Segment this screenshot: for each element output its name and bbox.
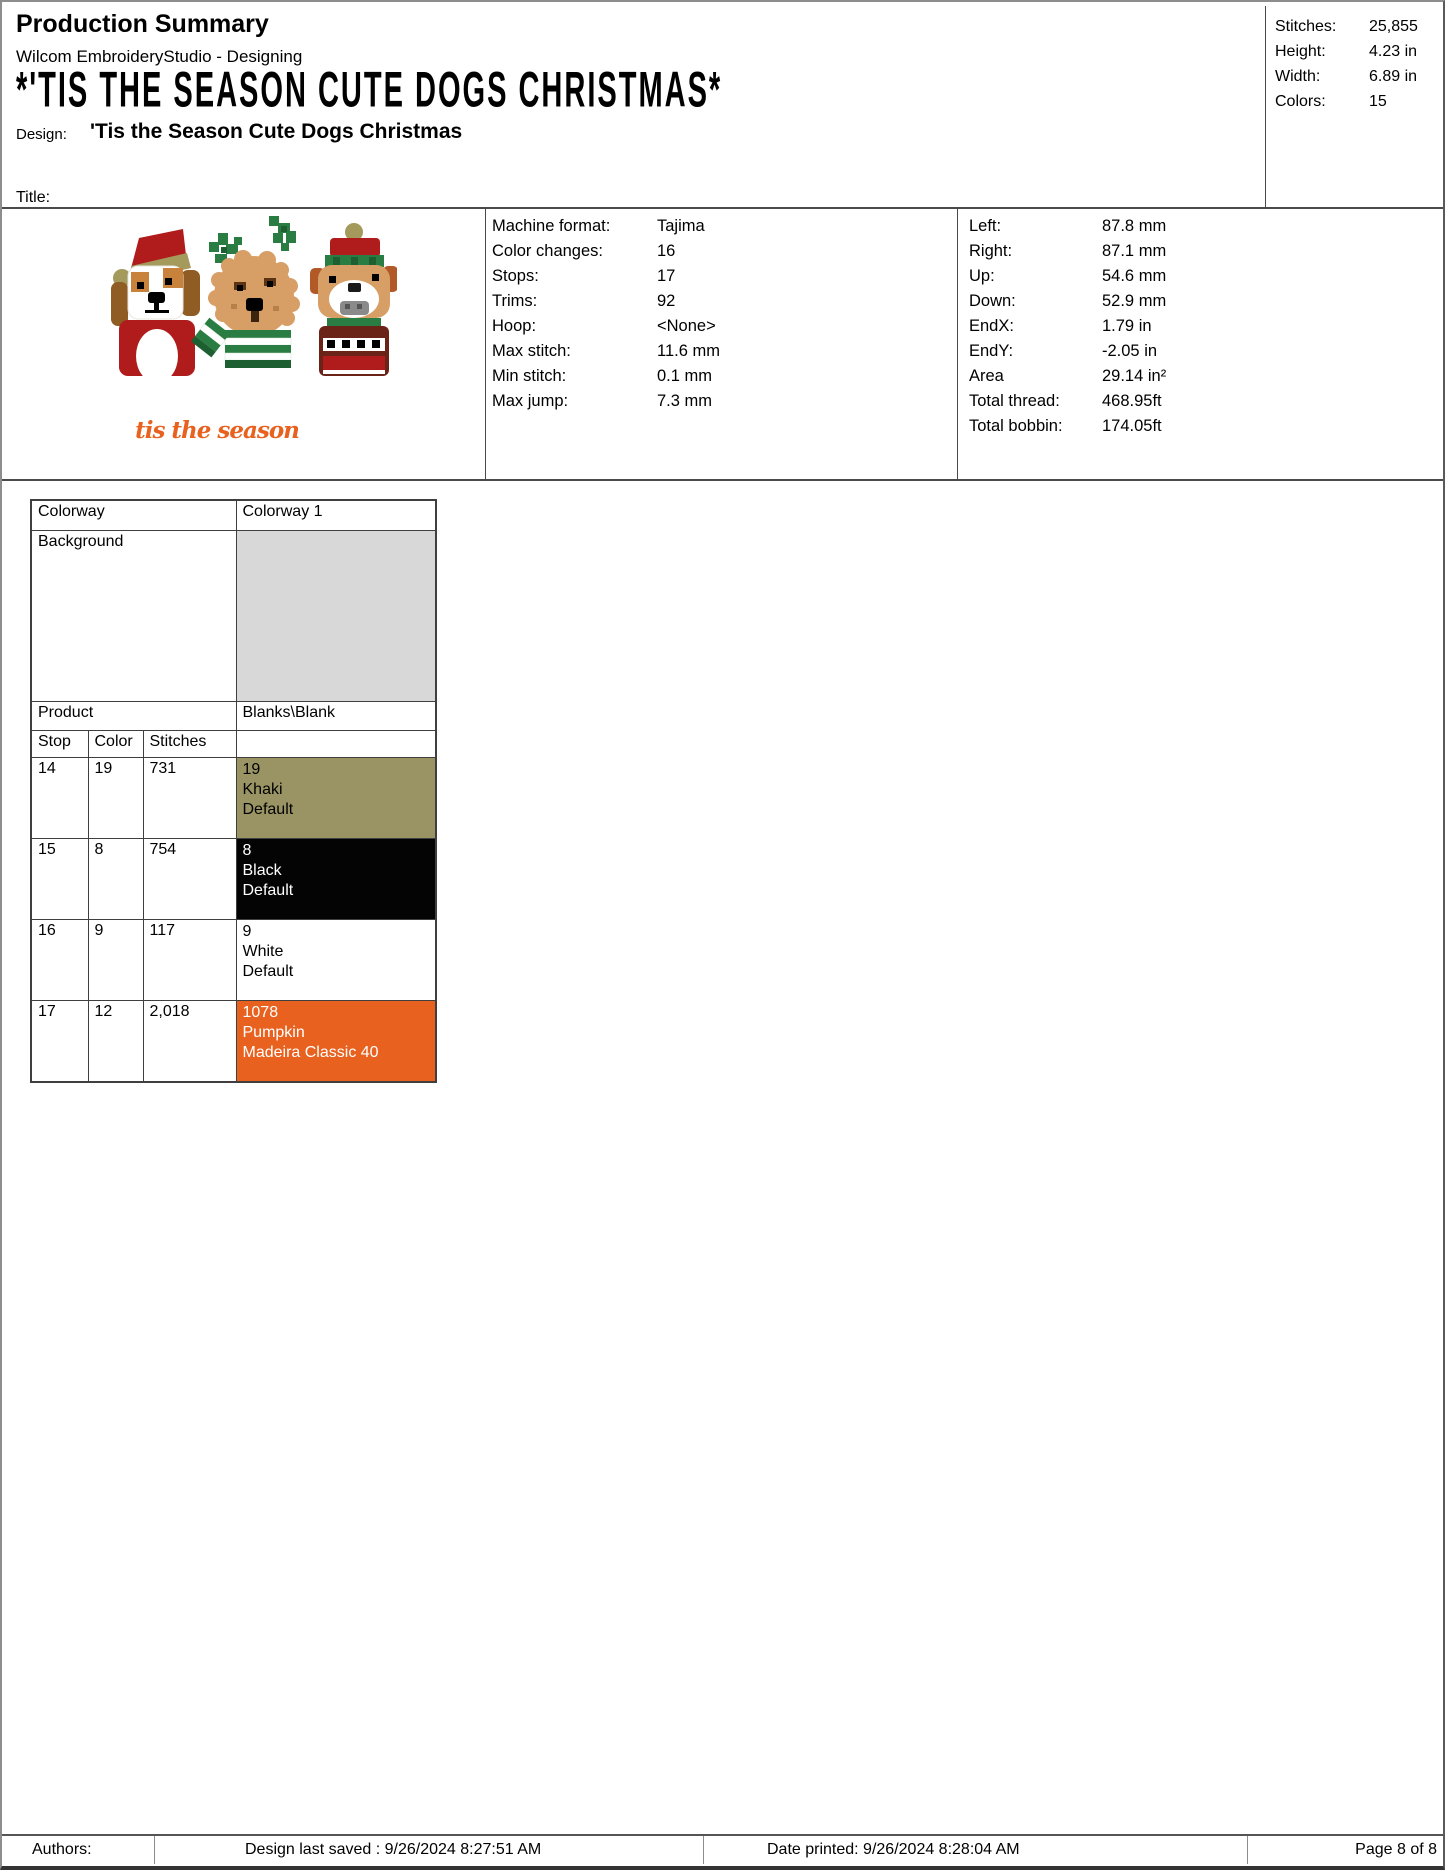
info-value: 54.6 mm xyxy=(1102,267,1167,285)
authors-label: Authors: xyxy=(32,1841,92,1858)
footer-divider xyxy=(703,1836,704,1864)
summary-row-height xyxy=(1275,39,1445,64)
design-last-saved: Design last saved : 9/26/2024 8:27:51 AM xyxy=(245,1841,542,1858)
page-number: Page 8 of 8 xyxy=(1355,1841,1437,1858)
info-label: Area xyxy=(969,367,1004,385)
summary-label: Height: xyxy=(1275,43,1326,60)
column-header-stitches: Stitches xyxy=(143,731,236,758)
info-value: 87.8 mm xyxy=(1102,217,1167,235)
info-value: 468.95ft xyxy=(1102,392,1162,410)
summary-label: Stitches: xyxy=(1275,18,1337,35)
page-title: Production Summary xyxy=(16,10,269,38)
summary-row-colors xyxy=(1275,89,1445,114)
product-row xyxy=(31,702,436,731)
summary-label: Width: xyxy=(1275,68,1321,85)
thread-row xyxy=(31,920,436,1001)
summary-value: 15 xyxy=(1369,93,1387,110)
thread-swatch xyxy=(236,758,436,839)
info-value: Tajima xyxy=(657,217,705,235)
machine-info-row xyxy=(492,314,947,339)
summary-value: 6.89 in xyxy=(1369,68,1418,85)
thread-brand: Default xyxy=(242,801,294,818)
thread-row xyxy=(31,839,436,920)
info-value: 174.05ft xyxy=(1102,417,1162,435)
machine-info-row xyxy=(492,264,947,289)
info-label: Trims: xyxy=(492,292,538,310)
stitches-cell: 754 xyxy=(143,839,236,920)
colorway-label: Colorway xyxy=(31,500,236,531)
machine-info-row xyxy=(492,289,947,314)
thread-name: Pumpkin xyxy=(242,1024,305,1041)
extents-info-row xyxy=(969,264,1439,289)
summary-row-stitches xyxy=(1275,14,1445,39)
design-label: Design: xyxy=(16,126,67,143)
page-footer xyxy=(2,1834,1445,1864)
poodle-dog-art xyxy=(191,216,300,368)
info-label: Max jump: xyxy=(492,392,569,410)
info-value: 1.79 in xyxy=(1102,317,1152,335)
info-label: Total bobbin: xyxy=(969,417,1063,435)
design-caption: tis the season xyxy=(135,417,299,444)
stitches-cell: 117 xyxy=(143,920,236,1001)
info-label: EndY: xyxy=(969,342,1014,360)
info-label: Total thread: xyxy=(969,392,1060,410)
info-label: Hoop: xyxy=(492,317,537,335)
info-value: 92 xyxy=(657,292,676,310)
extents-info-row xyxy=(969,214,1439,239)
title-label: Title: xyxy=(16,189,51,206)
colorway-header-row xyxy=(31,500,436,531)
footer-divider xyxy=(154,1836,155,1864)
info-label: Min stitch: xyxy=(492,367,567,385)
info-value: <None> xyxy=(657,317,716,335)
info-bottom-divider xyxy=(2,479,1445,481)
info-label: Machine format: xyxy=(492,217,611,235)
info-value: 7.3 mm xyxy=(657,392,713,410)
info-label: Stops: xyxy=(492,267,539,285)
thread-brand: Default xyxy=(242,882,294,899)
design-display-title: *'TIS THE SEASON CUTE DOGS CHRISTMAS* xyxy=(16,62,723,118)
footer-divider xyxy=(1247,1836,1248,1864)
app-name-line: Wilcom EmbroideryStudio - Designing xyxy=(16,47,303,66)
summary-value: 25,855 xyxy=(1369,18,1418,35)
stitches-cell: 731 xyxy=(143,758,236,839)
thread-swatch xyxy=(236,920,436,1001)
design-name: 'Tis the Season Cute Dogs Christmas xyxy=(90,120,463,143)
info-label: Right: xyxy=(969,242,1013,260)
background-swatch xyxy=(236,531,436,702)
extents-info-row xyxy=(969,289,1439,314)
background-label: Background xyxy=(31,531,236,702)
extents-info-list xyxy=(969,214,1439,439)
column-header-swatch xyxy=(236,731,436,758)
stop-cell: 16 xyxy=(31,920,88,1001)
column-header-stop: Stop xyxy=(31,731,88,758)
summary-label: Colors: xyxy=(1275,93,1326,110)
thread-swatch xyxy=(236,839,436,920)
thread-name: Khaki xyxy=(242,781,283,798)
extents-info-row xyxy=(969,414,1439,439)
thread-row xyxy=(31,758,436,839)
thread-brand: Default xyxy=(242,963,294,980)
stop-cell: 14 xyxy=(31,758,88,839)
info-value: 11.6 mm xyxy=(657,342,720,360)
stitches-cell: 2,018 xyxy=(143,1001,236,1083)
background-row xyxy=(31,531,436,702)
info-value: 87.1 mm xyxy=(1102,242,1167,260)
thread-row xyxy=(31,1001,436,1083)
colorway-value: Colorway 1 xyxy=(236,500,436,531)
design-summary-box xyxy=(1265,6,1445,207)
thread-code: 9 xyxy=(242,923,252,940)
extents-info-row xyxy=(969,314,1439,339)
color-cell: 9 xyxy=(88,920,143,1001)
info-label: Down: xyxy=(969,292,1016,310)
column-header-color: Color xyxy=(88,731,143,758)
bulldog-dog-art xyxy=(310,223,397,376)
machine-info-row xyxy=(492,214,947,239)
beagle-dog-art xyxy=(111,229,200,383)
info-label: Max stitch: xyxy=(492,342,571,360)
info-value: 52.9 mm xyxy=(1102,292,1167,310)
thread-name: White xyxy=(242,943,284,960)
product-value: Blanks\Blank xyxy=(236,702,436,731)
thread-code: 1078 xyxy=(242,1004,279,1021)
info-label: Color changes: xyxy=(492,242,603,260)
machine-info-row xyxy=(492,389,947,414)
thread-name: Black xyxy=(242,862,282,879)
extents-info-row xyxy=(969,339,1439,364)
machine-info-row xyxy=(492,239,947,264)
thread-brand: Madeira Classic 40 xyxy=(242,1044,379,1061)
column-header-row xyxy=(31,731,436,758)
info-label: EndX: xyxy=(969,317,1014,335)
stop-cell: 17 xyxy=(31,1001,88,1083)
colorway-table xyxy=(30,499,437,1083)
section-divider-1 xyxy=(485,209,486,479)
header-divider xyxy=(2,207,1445,209)
extents-info-row xyxy=(969,389,1439,414)
section-divider-2 xyxy=(957,209,958,479)
summary-value: 4.23 in xyxy=(1369,43,1418,60)
color-cell: 19 xyxy=(88,758,143,839)
thread-code: 8 xyxy=(242,842,252,859)
date-printed: Date printed: 9/26/2024 8:28:04 AM xyxy=(767,1841,1020,1858)
info-label: Up: xyxy=(969,267,995,285)
info-value: -2.05 in xyxy=(1102,342,1158,360)
product-label: Product xyxy=(31,702,236,731)
extents-info-row xyxy=(969,239,1439,264)
color-cell: 12 xyxy=(88,1001,143,1083)
info-value: 0.1 mm xyxy=(657,367,713,385)
extents-info-row xyxy=(969,364,1439,389)
machine-info-list xyxy=(492,214,947,414)
info-label: Left: xyxy=(969,217,1002,235)
stop-cell: 15 xyxy=(31,839,88,920)
summary-row-width xyxy=(1275,64,1445,89)
thread-code: 19 xyxy=(242,761,261,778)
thread-swatch xyxy=(236,1001,436,1083)
machine-info-row xyxy=(492,364,947,389)
info-value: 17 xyxy=(657,267,676,285)
color-cell: 8 xyxy=(88,839,143,920)
info-value: 29.14 in² xyxy=(1102,367,1167,385)
machine-info-row xyxy=(492,339,947,364)
info-value: 16 xyxy=(657,242,676,260)
